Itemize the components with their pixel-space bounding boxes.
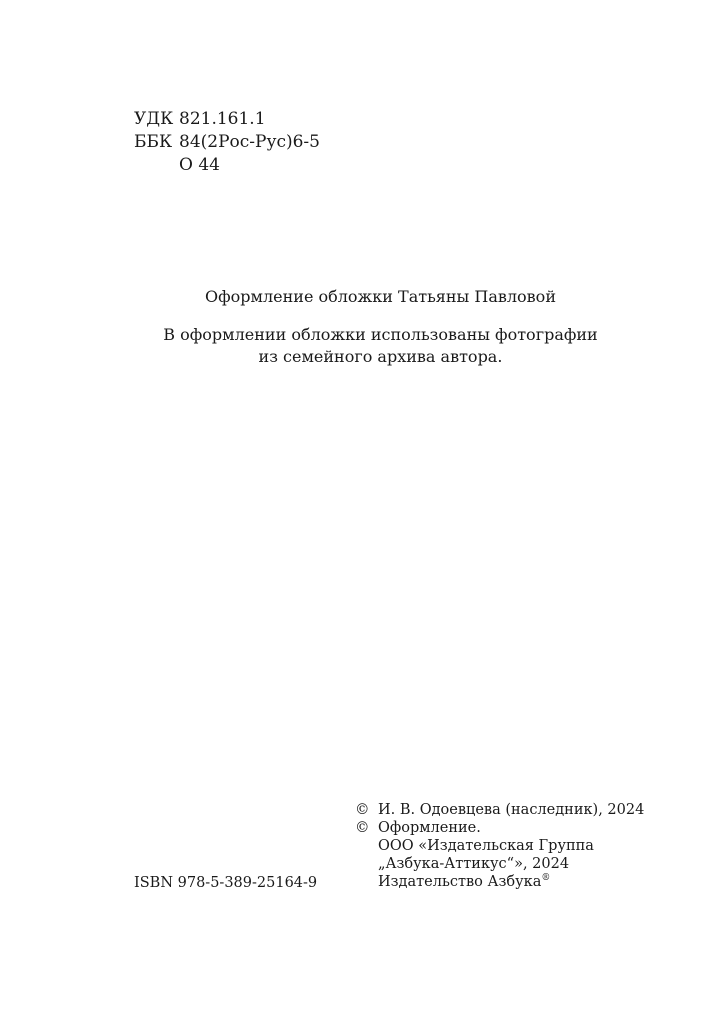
cover-photos-line-1: В оформлении обложки использованы фотографии (163, 325, 598, 344)
copyright-imprint-name: Издательство Азбука (378, 874, 542, 890)
copyright-sign: © (355, 802, 370, 818)
copyright-publisher-line-1: ООО «Издательская Группа (378, 838, 594, 854)
bbk-row (134, 131, 320, 154)
copyright-block (355, 801, 644, 891)
copyright-row-design (355, 819, 644, 837)
copyright-sign: © (355, 820, 370, 836)
registered-mark: ® (541, 873, 551, 884)
author-mark-row (134, 154, 320, 177)
cover-photos-credit (0, 324, 709, 368)
classification-block (134, 108, 320, 177)
copyright-design: Оформление. (378, 820, 481, 836)
isbn: ISBN 978-5-389-25164-9 (134, 875, 318, 891)
cover-design-credit (0, 286, 709, 308)
copyright-row-author (355, 801, 644, 819)
cover-design-text: Оформление обложки Татьяны Павловой (205, 287, 556, 306)
bbk-label: ББК (134, 132, 173, 152)
udk-value: 821.161.1 (179, 109, 266, 129)
author-mark: О 44 (179, 155, 220, 175)
copyright-author: И. В. Одоевцева (наследник), 2024 (378, 802, 645, 818)
bbk-value: 84(2Рос-Рус)6-5 (179, 132, 320, 152)
copyright-publisher-line-2: „Азбука-Аттикус“», 2024 (378, 856, 570, 872)
udk-row (134, 108, 320, 131)
copyright-imprint (378, 873, 550, 891)
udk-label: УДК (134, 109, 174, 129)
cover-photos-line-2: из семейного архива автора. (258, 347, 503, 366)
